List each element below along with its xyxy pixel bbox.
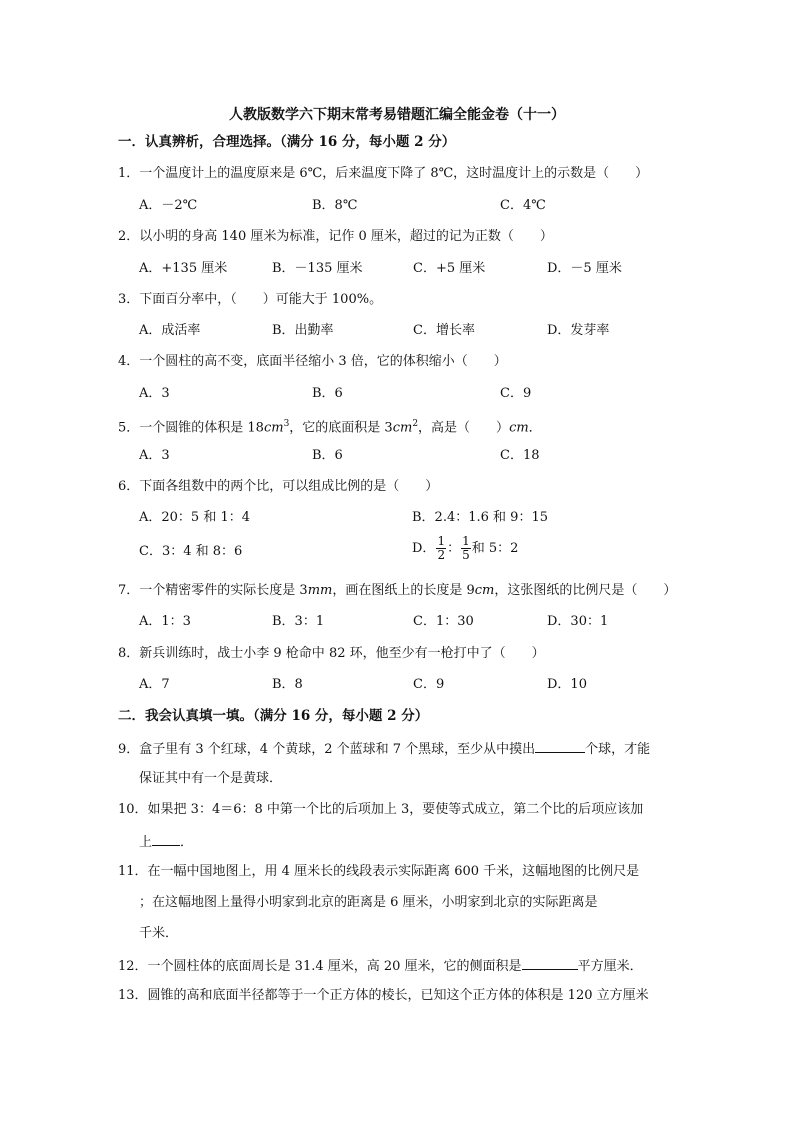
answer-blank[interactable] xyxy=(522,956,578,970)
page-title: 人教版数学六下期末常考易错题汇编全能金卷（十一） xyxy=(229,107,565,123)
q7-option-a: A．1：3 xyxy=(139,614,191,629)
q2-option-a: A．+135 厘米 xyxy=(139,261,228,276)
q7-option-c: C．1：30 xyxy=(413,614,474,629)
question-1: 1．一个温度计上的温度原来是 6℃，后来温度下降了 8℃，这时温度计上的示数是（ ） xyxy=(118,166,649,181)
q1-option-a: A．－2℃ xyxy=(139,198,198,213)
question-10-line-2: 上 ． xyxy=(139,832,193,852)
question-9-line-2: 保证其中有一个是黄球． xyxy=(139,771,283,786)
q8-option-d: D．10 xyxy=(547,677,587,692)
answer-blank[interactable] xyxy=(152,832,180,846)
q7-option-d: D．30：1 xyxy=(547,614,609,629)
question-6: 6．下面各组数中的两个比，可以组成比例的是（ ） xyxy=(118,479,439,494)
q2-option-d: D．－5 厘米 xyxy=(547,261,622,276)
question-3: 3．下面百分率中，（ ）可能大于 100%。 xyxy=(118,292,383,307)
q6-option-a: A．20：5 和 1：4 xyxy=(139,510,251,525)
q1-option-c: C．4℃ xyxy=(500,198,546,213)
section-heading-2: 二．我会认真填一填。（满分 16 分，每小题 2 分） xyxy=(118,708,429,724)
question-11-line-2: ；在这幅地图上量得小明家到北京的距离是 6 厘米，小明家到北京的实际距离是 xyxy=(139,895,598,910)
q3-option-c: C．增长率 xyxy=(413,323,475,338)
q4-option-b: B．6 xyxy=(312,386,343,401)
q5-option-a: A．3 xyxy=(139,448,170,463)
fraction-one-half: $\frac{1}{2}$ xyxy=(437,534,446,562)
q2-option-c: C．+5 厘米 xyxy=(413,261,486,276)
question-8: 8．新兵训练时，战士小李 9 枪命中 82 环，他至少有一枪打中了（ ） xyxy=(118,646,545,661)
q7-option-b: B．3：1 xyxy=(272,614,325,629)
question-5: 5．一个圆锥的体积是 $18cm^3$，它的底面积是 $3cm^2$，高是（ ）cm． xyxy=(118,419,542,436)
question-10: 10．如果把 3：4＝6：8 中第一个比的后项加上 3，要使等式成立，第二个比的后项应该加 xyxy=(118,802,644,817)
q4-option-a: A．3 xyxy=(139,386,170,401)
question-12: 12．一个圆柱体的底面周长是 31.4 厘米，高 20 厘米，它的侧面积是 平方厘米． xyxy=(118,956,643,976)
q3-option-b: B．出勤率 xyxy=(272,323,334,338)
q5-option-b: B．6 xyxy=(312,448,343,463)
question-13: 13．圆锥的高和底面半径都等于一个正方体的棱长，已知这个正方体的体积是 120 立方厘米 xyxy=(118,988,649,1003)
q3-option-d: D．发芽率 xyxy=(547,323,610,338)
question-11: 11．在一幅中国地图上，用 4 厘米长的线段表示实际距离 600 千米，这幅地图的比例尺是 xyxy=(118,864,640,879)
q5-option-c: C．18 xyxy=(500,448,540,463)
section-heading-1: 一．认真辨析，合理选择。（满分 16 分，每小题 2 分） xyxy=(118,134,456,150)
question-11-line-3: 千米． xyxy=(139,926,179,941)
answer-blank[interactable] xyxy=(535,739,585,753)
q6-option-d: D． $\frac{1}{2}$ ： $\frac{1}{5}$ 和 5：2 xyxy=(412,534,519,562)
question-7: 7．一个精密零件的实际长度是 3mm，画在图纸上的长度是 9cm，这张图纸的比例尺是（ ） xyxy=(118,583,677,598)
q8-option-a: A．7 xyxy=(139,677,170,692)
q4-option-c: C．9 xyxy=(500,386,532,401)
fraction-one-fifth: $\frac{1}{5}$ xyxy=(462,534,470,562)
q8-option-b: B．8 xyxy=(272,677,303,692)
q8-option-c: C．9 xyxy=(413,677,445,692)
question-4: 4．一个圆柱的高不变，底面半径缩小 3 倍，它的体积缩小（ ） xyxy=(118,354,507,369)
q3-option-a: A．成活率 xyxy=(139,323,201,338)
q6-option-c: C．3：4 和 8：6 xyxy=(139,544,243,559)
question-9: 9．盒子里有 3 个红球，4 个黄球，2 个蓝球和 7 个黑球，至少从中摸出 个球，才能 xyxy=(118,739,650,759)
question-2: 2．以小明的身高 140 厘米为标准，记作 0 厘米，超过的记为正数（ ） xyxy=(118,229,553,244)
q2-option-b: B．－135 厘米 xyxy=(272,261,363,276)
q1-option-b: B．8℃ xyxy=(312,198,358,213)
q6-option-b: B．2.4：1.6 和 9：15 xyxy=(412,510,548,525)
